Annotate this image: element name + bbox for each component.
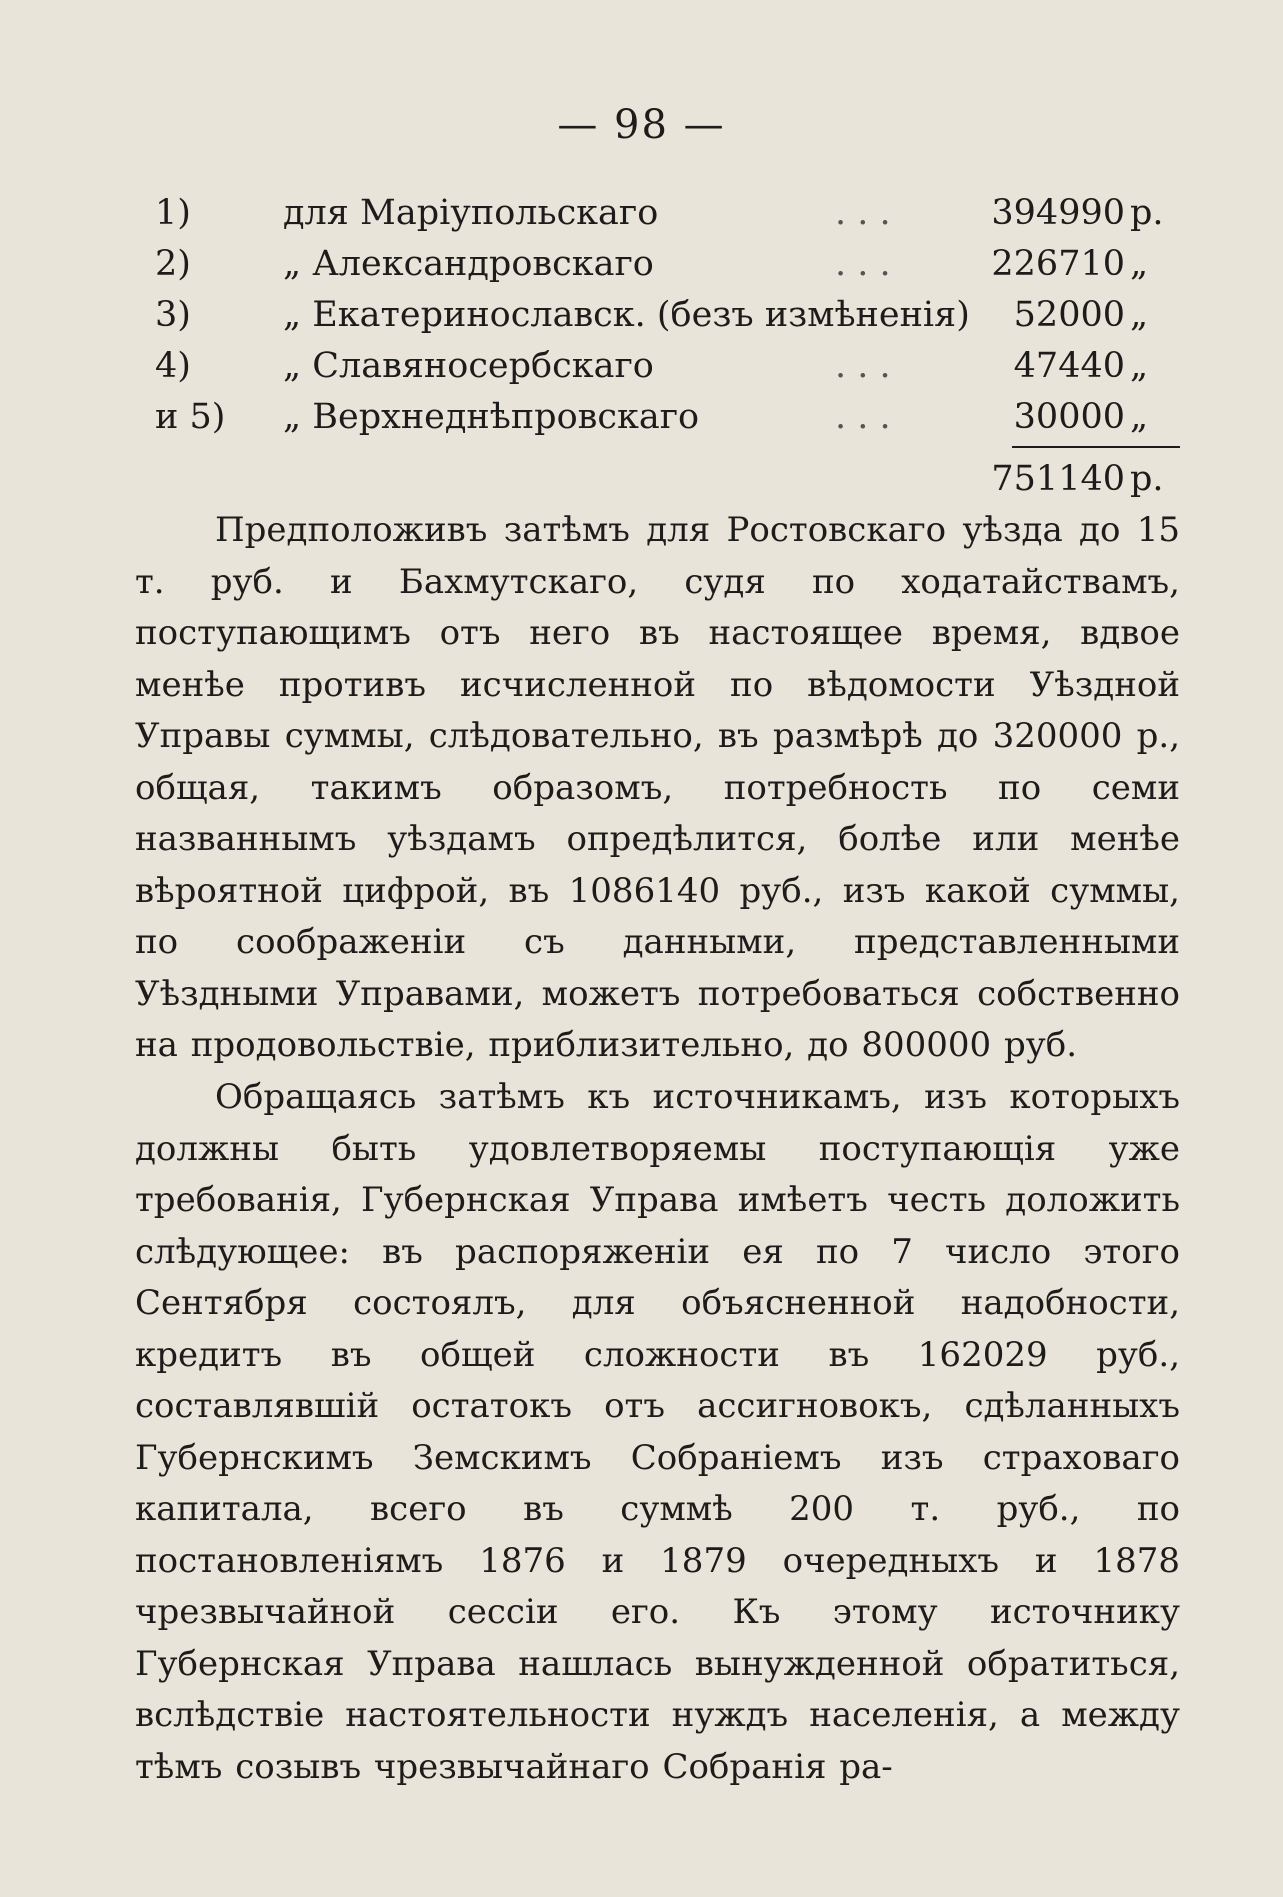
item-amount: 52000 [1013,295,1125,335]
total-unit: р. [1130,459,1164,499]
item-number: 3) [155,295,191,335]
list-item [135,188,1180,239]
list-item [135,341,1180,392]
item-name: „ Верхнеднѣпровскаго [283,397,700,437]
total-divider [1012,446,1180,448]
item-amount: 30000 [1013,397,1125,437]
page-number: — 98 — [557,102,726,148]
item-leader-dots: . . . [835,193,891,233]
list-item [135,392,1180,443]
item-amount: 394990 [991,193,1125,233]
item-amount: 47440 [1013,346,1125,386]
item-number: 4) [155,346,191,386]
item-name: „ Екатеринославск. (безъ измѣненія) [283,295,970,335]
list-item [135,239,1180,290]
item-number: и 5) [155,397,226,437]
item-unit: „ [1130,346,1149,386]
item-number: 2) [155,244,191,284]
item-number: 1) [155,193,191,233]
item-leader-dots: . . . [835,346,891,386]
item-leader-dots: . . . [835,397,891,437]
item-unit: р. [1130,193,1164,233]
item-unit: „ [1130,295,1149,335]
total-amount: 751140 [991,459,1125,499]
total-row [900,452,1180,507]
item-unit: „ [1130,397,1149,437]
item-leader-dots: . . . [835,244,891,284]
item-name: „ Александровскаго [283,244,654,284]
item-unit: „ [1130,244,1149,284]
list-item [135,290,1180,341]
item-amount: 226710 [991,244,1125,284]
paragraph: Обращаясь затѣмъ къ источникамъ, изъ которыхъ должны быть удовлетворяемы поступающія уже требованія, Губернская Управа имѣетъ честь доложить слѣдующее: въ распоряженіи ея по 7 число этого Сентября состоялъ, для объясненной надобности, кредитъ въ общей сложности въ 162029 руб., составлявшій остатокъ отъ ассигновокъ, сдѣланныхъ Губернскимъ Земскимъ Собраніемъ изъ страховаго капитала, всего въ суммѣ 200 т. руб., по постановленіямъ 1876 и 1879 очередныхъ и 1878 чрезвычайной сессіи его. Къ этому источнику Губернская Управа нашлась вынужденной обратиться, вслѣдствіе настоятельности нуждъ населенія, а между тѣмъ созывъ чрезвычайнаго Собранія ра- [135,1077,1180,1787]
item-name: для Маріупольскаго [283,193,659,233]
allocation-list [135,188,1180,443]
item-name: „ Славяносербскаго [283,346,654,386]
paragraph: Предположивъ затѣмъ для Ростовскаго уѣзда до 15 т. руб. и Бахмутскаго, судя по ходатайствамъ, поступающимъ отъ него въ настоящее время, вдвое менѣе противъ исчисленной по вѣдомости Уѣздной Управы суммы, слѣдовательно, въ размѣрѣ до 320000 р., общая, такимъ образомъ, потребность по семи названнымъ уѣздамъ опредѣлится, болѣе или менѣе вѣроятной цифрой, въ 1086140 руб., изъ какой суммы, по соображеніи съ данными, представленными Уѣздными Управами, можетъ потребоваться собственно на продовольствіе, приблизительно, до 800000 руб. [135,510,1180,1065]
